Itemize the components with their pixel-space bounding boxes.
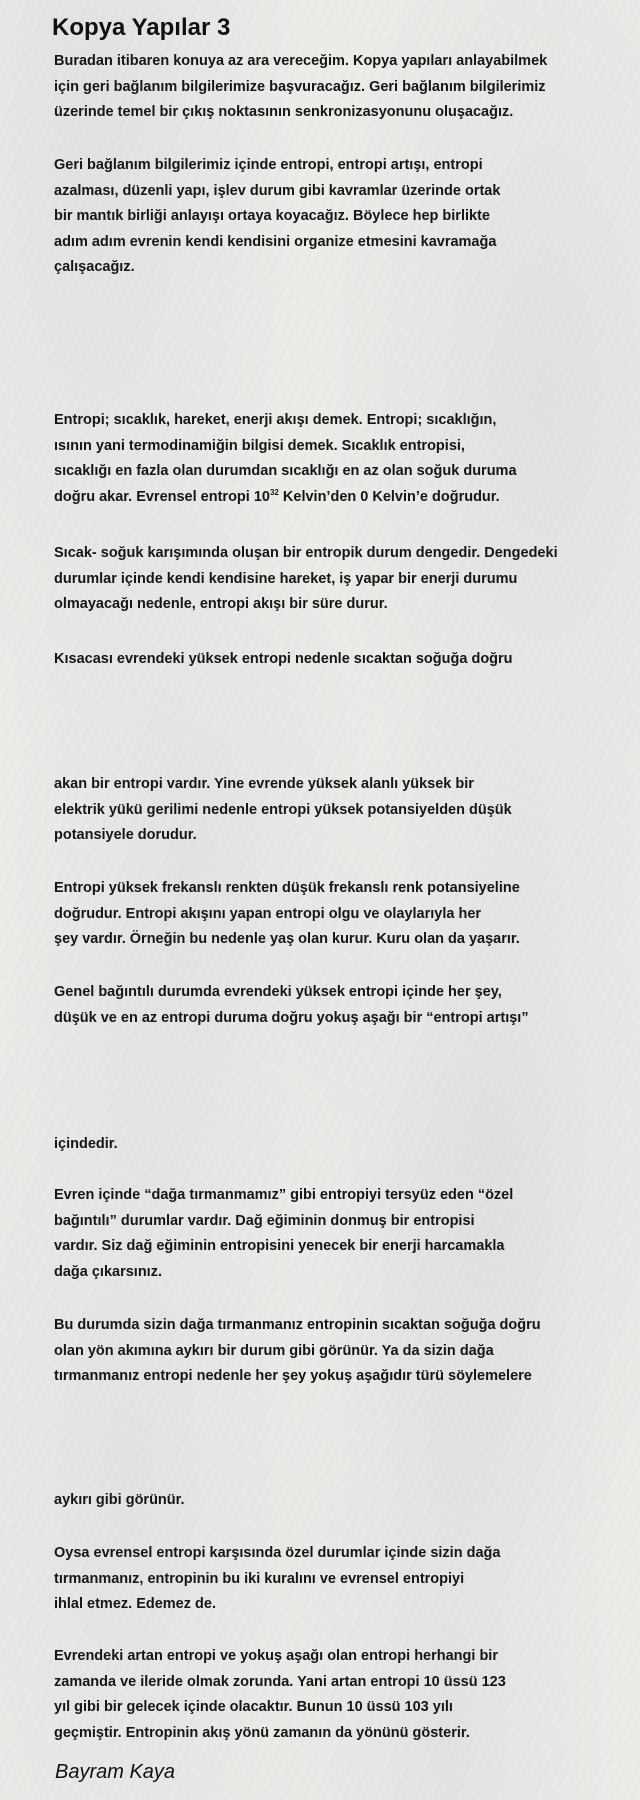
text-line: potansiyele dorudur. — [54, 827, 197, 844]
entropy-line-suffix: Kelvin’den 0 Kelvin’e doğrudur. — [278, 488, 500, 505]
paragraph-4 — [54, 541, 629, 618]
text-line: Evrendeki artan entropi ve yokuş aşağı olan entropi herhangi bir — [54, 1648, 498, 1664]
text-line: geçmiştir. Entropinin akış yönü zamanın da yönünü gösterir. — [54, 1724, 470, 1741]
text-line: adım adım evrenin kendi kendisini organize etmesini kavramağa — [54, 233, 497, 250]
text-line: azalması, düzenli yapı, işlev durum gibi kavramlar üzerinde ortak — [54, 182, 501, 199]
paragraph-5 — [54, 647, 629, 673]
text-line: akan bir entropi vardır. Yine evrende yüksek alanlı yüksek bir — [54, 776, 474, 792]
author-signature: Bayram Kaya — [55, 1761, 176, 1783]
text-line: bağıntılı” durumlar vardır. Dağ eğiminin donmuş bir entropisi — [54, 1212, 475, 1229]
entropy-line-prefix: doğru akar. Evrensel entropi 10 — [54, 488, 270, 505]
text-line: düşük ve en az entropi duruma doğru yokuş aşağı bir “entropi artışı” — [54, 1009, 529, 1026]
text-line: zamanda ve ileride olmak zorunda. Yani artan entropi 10 üssü 123 — [54, 1673, 506, 1690]
paragraph-13 — [54, 1541, 629, 1618]
text-line: vardır. Siz dağ eğiminin entropisini yenecek bir enerji harcamakla — [54, 1238, 505, 1255]
text-line: ısının yani termodinamiğin bilgisi demek. Sıcaklık entropisi, — [54, 437, 465, 454]
text-line: olan yön akımına aykırı bir durum gibi görünür. Ya da sizin dağa — [54, 1342, 494, 1359]
paragraph-2 — [54, 153, 629, 281]
text-line: elektrik yükü gerilimi nedenle entropi yüksek potansiyelden düşük — [54, 801, 512, 818]
text-line: Geri bağlanım bilgilerimiz içinde entropi, entropi artışı, entropi — [54, 157, 483, 173]
text-line: Evren içinde “dağa tırmanmamız” gibi entropiyi tersyüz eden “özel — [54, 1187, 514, 1203]
paragraph-9 — [54, 1132, 629, 1158]
paragraph-6 — [54, 772, 629, 849]
text-line: Entropi yüksek frekanslı renkten düşük frekanslı renk potansiyeline — [54, 880, 520, 896]
text-line: Buradan itibaren konuya az ara vereceğim. Kopya yapıları anlayabilmek — [54, 53, 548, 69]
paragraph-10 — [54, 1183, 629, 1285]
page-title: Kopya Yapılar 3 — [52, 14, 231, 41]
text-line: Oysa evrensel entropi karşısında özel durumlar içinde sizin dağa — [54, 1545, 501, 1561]
paragraph-14 — [54, 1644, 629, 1746]
text-line: olmayacağı nedenle, entropi akışı bir süre durur. — [54, 596, 388, 613]
text-line: çalışacağız. — [54, 259, 135, 276]
paragraph-3 — [54, 408, 629, 510]
text-line: aykırı gibi görünür. — [54, 1492, 185, 1508]
text-line: durumlar içinde kendi kendisine hareket, iş yapar bir enerji durumu — [54, 570, 518, 587]
text-line: bir mantık birliği anlayışı ortaya koyacağız. Böylece hep birlikte — [54, 208, 490, 225]
text-line: tırmanmanız entropi nedenle her şey yokuş aşağıdır türü söylemelere — [54, 1368, 532, 1385]
paragraph-7 — [54, 876, 629, 953]
text-line: için geri bağlanım bilgilerimize başvuracağız. Geri bağlanım bilgilerimiz — [54, 78, 546, 95]
text-line: sıcaklığı en fazla olan durumdan sıcaklığı en az olan soğuk duruma — [54, 463, 517, 480]
text-line: ihlal etmez. Edemez de. — [54, 1596, 216, 1613]
paragraph-1 — [54, 49, 629, 126]
text-line: Bu durumda sizin dağa tırmanmanız entropinin sıcaktan soğuğa doğru — [54, 1317, 541, 1333]
text-line: Entropi; sıcaklık, hareket, enerji akışı demek. Entropi; sıcaklığın, — [54, 412, 497, 428]
text-line: doğrudur. Entropi akışını yapan entropi olgu ve olaylarıyla her — [54, 905, 482, 922]
paragraph-12 — [54, 1488, 629, 1514]
text-line: Kısacası evrendeki yüksek entropi nedenle sıcaktan soğuğa doğru — [54, 651, 513, 667]
text-line: tırmanmanız, entropinin bu iki kuralını ve evrensel entropiyi — [54, 1570, 465, 1587]
text-line: Sıcak- soğuk karışımında oluşan bir entropik durum dengedir. Dengedeki — [54, 545, 558, 561]
paragraph-11 — [54, 1313, 629, 1390]
text-line: Genel bağıntılı durumda evrendeki yüksek entropi içinde her şey, — [54, 984, 502, 1000]
text-line: üzerinde temel bir çıkış noktasının senkronizasyonunu oluşacağız. — [54, 104, 514, 121]
entropy-range-line — [54, 485, 629, 511]
text-line: yıl gibi bir gelecek içinde olacaktır. Bunun 10 üssü 103 yılı — [54, 1699, 453, 1716]
text-line: içindedir. — [54, 1136, 118, 1152]
text-line: dağa çıkarsınız. — [54, 1263, 162, 1280]
paragraph-8 — [54, 980, 629, 1031]
entropy-exponent: 32 — [269, 487, 279, 497]
text-line: şey vardır. Örneğin bu nedenle yaş olan kurur. Kuru olan da yaşarır. — [54, 931, 520, 948]
